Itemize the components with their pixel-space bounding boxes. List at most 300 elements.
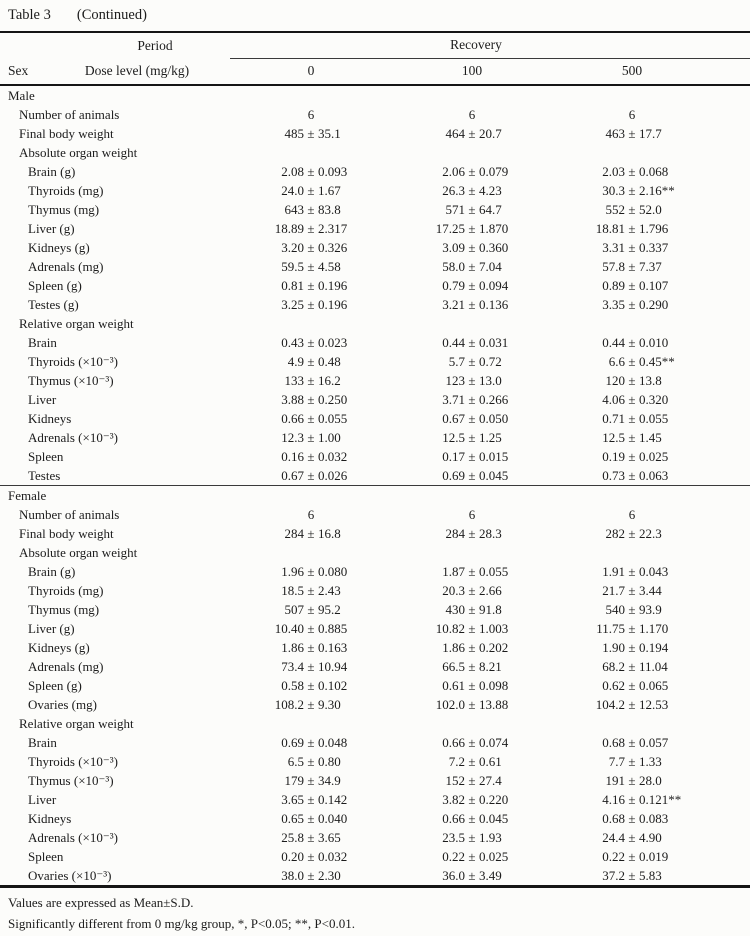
sd-value: 0.72 (479, 354, 502, 369)
plus-minus: ± (307, 830, 315, 845)
value-cell (552, 162, 750, 181)
value-cell (230, 752, 392, 771)
sd-value: 1.93 (479, 830, 502, 845)
mean-value: 6.6 (608, 354, 625, 369)
plus-minus: ± (628, 697, 636, 712)
sd-value: 0.074 (479, 735, 509, 750)
row-label: Liver (g) (28, 621, 75, 636)
plus-minus: ± (628, 430, 636, 445)
value-cell (230, 524, 392, 543)
section-label: Female (0, 486, 750, 506)
row-label: Spleen (28, 449, 64, 464)
plus-minus: ± (628, 278, 636, 293)
sd-value: 0.163 (318, 640, 348, 655)
value-cell (552, 600, 750, 619)
plus-minus: ± (628, 297, 636, 312)
plus-minus: ± (628, 735, 636, 750)
period-header: Period (137, 37, 173, 53)
plus-minus: ± (628, 259, 636, 274)
plus-minus: ± (307, 354, 315, 369)
plus-minus: ± (628, 564, 636, 579)
value-cell (392, 790, 552, 809)
plus-minus: ± (628, 678, 636, 693)
mean-value: 485 (284, 126, 304, 141)
row-label: Spleen (28, 849, 64, 864)
value-cell (392, 866, 552, 887)
table-row (0, 809, 750, 828)
mean-value: 102.0 (435, 697, 465, 712)
mean-value: 0.44 (602, 335, 625, 350)
row-label: Number of animals (19, 507, 120, 522)
sd-value: 1.170 (639, 621, 669, 636)
plus-minus: ± (307, 430, 315, 445)
sd-value: 1.67 (318, 183, 341, 198)
table-row (0, 295, 750, 314)
plus-minus: ± (628, 335, 636, 350)
table-row (0, 447, 750, 466)
value-cell (392, 181, 552, 200)
mean-value: 10.40 (274, 621, 304, 636)
mean-value: 123 (445, 373, 465, 388)
plus-minus: ± (307, 297, 315, 312)
plus-minus: ± (628, 526, 636, 541)
value-cell (552, 466, 750, 486)
value-cell (552, 238, 750, 257)
value-cell (392, 162, 552, 181)
row-label: Kidneys (28, 811, 72, 826)
mean-value: 3.21 (442, 297, 465, 312)
dose-level-header-label: Dose level (mg/kg) (84, 63, 190, 78)
plus-minus: ± (307, 449, 315, 464)
value-cell (392, 752, 552, 771)
mean-value: 1.87 (442, 564, 465, 579)
mean-value: 12.5 (442, 430, 465, 445)
sd-value: 9.30 (318, 697, 341, 712)
sd-value: 1.796 (639, 221, 669, 236)
plus-minus: ± (468, 583, 476, 598)
plus-minus: ± (468, 468, 476, 483)
mean-value: 57.8 (602, 259, 625, 274)
sd-value: 0.136 (479, 297, 509, 312)
mean-value: 18.81 (595, 221, 625, 236)
sd-value: 2.16** (639, 183, 675, 198)
sd-value: 0.121** (639, 792, 682, 807)
sd-value: 0.098 (479, 678, 509, 693)
sd-value: 0.220 (479, 792, 509, 807)
value-cell (392, 638, 552, 657)
mean-value: 3.31 (602, 240, 625, 255)
plus-minus: ± (307, 811, 315, 826)
plus-minus: ± (468, 640, 476, 655)
value-cell (230, 390, 392, 409)
value-cell (230, 428, 392, 447)
value-cell (552, 638, 750, 657)
mean-value: 464 (445, 126, 465, 141)
plus-minus: ± (307, 392, 315, 407)
plus-minus: ± (628, 392, 636, 407)
table-row (0, 828, 750, 847)
value-cell (230, 162, 392, 181)
table-row (0, 314, 750, 333)
sd-value: 1.33 (639, 754, 662, 769)
table-row (0, 581, 750, 600)
value-cell (392, 219, 552, 238)
mean-value: 5.7 (448, 354, 465, 369)
row-label: Liver (28, 392, 57, 407)
sd-value: 28.0 (639, 773, 662, 788)
mean-value: 0.66 (281, 411, 304, 426)
plus-minus: ± (628, 221, 636, 236)
mean-value: 21.7 (602, 583, 625, 598)
mean-value: 104.2 (595, 697, 625, 712)
header-row-period (0, 32, 750, 58)
plus-minus: ± (307, 754, 315, 769)
table-row (0, 162, 750, 181)
plus-minus: ± (307, 849, 315, 864)
sd-value: 16.2 (318, 373, 341, 388)
mean-value: 0.69 (442, 468, 465, 483)
mean-value: 0.67 (442, 411, 465, 426)
value-cell (230, 600, 392, 619)
plus-minus: ± (628, 868, 636, 883)
plus-minus: ± (468, 792, 476, 807)
row-label: Thyroids (×10⁻³) (28, 354, 118, 369)
plus-minus: ± (628, 849, 636, 864)
table-row (0, 771, 750, 790)
plus-minus: ± (307, 678, 315, 693)
mean-value: 507 (284, 602, 304, 617)
plus-minus: ± (628, 468, 636, 483)
value-cell (230, 124, 392, 143)
single-value: 6 (307, 507, 315, 522)
plus-minus: ± (307, 792, 315, 807)
value-cell (392, 447, 552, 466)
plus-minus: ± (307, 278, 315, 293)
sd-value: 0.023 (318, 335, 348, 350)
sd-value: 5.83 (639, 868, 662, 883)
mean-value: 2.06 (442, 164, 465, 179)
table-row (0, 352, 750, 371)
sd-value: 3.65 (318, 830, 341, 845)
value-cell (552, 790, 750, 809)
value-cell (552, 181, 750, 200)
plus-minus: ± (307, 164, 315, 179)
sd-value: 34.9 (318, 773, 341, 788)
plus-minus: ± (468, 773, 476, 788)
table-row (0, 847, 750, 866)
row-label: Spleen (g) (28, 278, 82, 293)
row-label: Spleen (g) (28, 678, 82, 693)
footnotes (0, 888, 750, 934)
row-label: Liver (28, 792, 57, 807)
plus-minus: ± (468, 602, 476, 617)
sd-value: 0.107 (639, 278, 669, 293)
sd-value: 1.870 (479, 221, 509, 236)
plus-minus: ± (468, 278, 476, 293)
plus-minus: ± (307, 735, 315, 750)
value-cell (230, 505, 392, 524)
plus-minus: ± (628, 621, 636, 636)
row-label: Final body weight (19, 526, 114, 541)
value-cell (552, 828, 750, 847)
row-label: Final body weight (19, 126, 114, 141)
row-label: Adrenals (×10⁻³) (28, 830, 118, 845)
plus-minus: ± (468, 678, 476, 693)
mean-value: 0.44 (442, 335, 465, 350)
mean-value: 0.69 (281, 735, 304, 750)
value-cell (552, 428, 750, 447)
row-label: Thymus (×10⁻³) (28, 373, 114, 388)
row-label: Thyroids (mg) (28, 183, 104, 198)
value-cell (552, 352, 750, 371)
dose-column-0: 0 (230, 58, 392, 85)
mean-value: 18.89 (274, 221, 304, 236)
table-row (0, 466, 750, 486)
sd-value: 0.885 (318, 621, 348, 636)
table-row (0, 505, 750, 524)
sd-value: 0.320 (639, 392, 669, 407)
plus-minus: ± (628, 754, 636, 769)
value-cell (552, 200, 750, 219)
mean-value: 0.73 (602, 468, 625, 483)
value-cell (230, 771, 392, 790)
table-row (0, 676, 750, 695)
value-cell (552, 390, 750, 409)
sd-value: 0.45** (639, 354, 675, 369)
value-cell (230, 790, 392, 809)
table-row (0, 562, 750, 581)
mean-value: 4.16 (602, 792, 625, 807)
value-cell (230, 333, 392, 352)
plus-minus: ± (307, 221, 315, 236)
sd-value: 16.8 (318, 526, 341, 541)
sd-value: 0.196 (318, 297, 348, 312)
plus-minus: ± (307, 411, 315, 426)
value-cell (392, 466, 552, 486)
row-label: Ovaries (mg) (28, 697, 97, 712)
value-cell (552, 847, 750, 866)
mean-value: 120 (605, 373, 625, 388)
sd-value: 0.057 (639, 735, 669, 750)
plus-minus: ± (628, 164, 636, 179)
sex-dose-header (0, 58, 230, 85)
table-title (0, 0, 750, 31)
plus-minus: ± (307, 564, 315, 579)
mean-value: 24.0 (281, 183, 304, 198)
table-row (0, 333, 750, 352)
mean-value: 2.03 (602, 164, 625, 179)
row-label: Relative organ weight (19, 316, 134, 331)
row-label: Thymus (mg) (28, 202, 100, 217)
sd-value: 0.055 (318, 411, 348, 426)
mean-value: 1.86 (442, 640, 465, 655)
row-label: Adrenals (mg) (28, 259, 104, 274)
sd-value: 0.019 (639, 849, 669, 864)
mean-value: 59.5 (281, 259, 304, 274)
value-cell (392, 714, 552, 733)
mean-value: 24.4 (602, 830, 625, 845)
value-cell (552, 771, 750, 790)
row-label: Thymus (mg) (28, 602, 100, 617)
dose-column-500: 500 (552, 58, 750, 85)
sd-value: 2.66 (479, 583, 502, 598)
mean-value: 1.86 (281, 640, 304, 655)
plus-minus: ± (468, 221, 476, 236)
value-cell (552, 505, 750, 524)
sd-value: 7.37 (639, 259, 662, 274)
value-cell (230, 676, 392, 695)
value-cell (392, 828, 552, 847)
mean-value: 73.4 (281, 659, 304, 674)
mean-value: 0.79 (442, 278, 465, 293)
plus-minus: ± (628, 183, 636, 198)
mean-value: 552 (605, 202, 625, 217)
mean-value: 540 (605, 602, 625, 617)
sd-value: 0.093 (318, 164, 348, 179)
mean-value: 282 (605, 526, 625, 541)
sd-value: 0.266 (479, 392, 509, 407)
table-row (0, 619, 750, 638)
sd-value: 3.49 (479, 868, 502, 883)
section-label: Male (8, 88, 35, 103)
mean-value: 11.75 (596, 621, 625, 636)
mean-value: 1.90 (602, 640, 625, 655)
sd-value: 0.015 (479, 449, 509, 464)
mean-value: 4.06 (602, 392, 625, 407)
sd-value: 0.337 (639, 240, 669, 255)
row-label: Adrenals (mg) (28, 659, 104, 674)
value-cell (552, 333, 750, 352)
value-cell (392, 562, 552, 581)
value-cell (552, 105, 750, 124)
sd-value: 1.003 (479, 621, 509, 636)
sd-value: 27.4 (479, 773, 502, 788)
plus-minus: ± (468, 164, 476, 179)
sd-value: 2.30 (318, 868, 341, 883)
sd-value: 0.80 (318, 754, 341, 769)
section-row (0, 85, 750, 105)
row-label: Brain (g) (28, 564, 76, 579)
value-cell (230, 809, 392, 828)
sd-value: 0.079 (479, 164, 509, 179)
row-label: Thyroids (mg) (28, 583, 104, 598)
value-cell (230, 581, 392, 600)
sd-value: 0.025 (639, 449, 669, 464)
plus-minus: ± (468, 259, 476, 274)
plus-minus: ± (468, 354, 476, 369)
plus-minus: ± (468, 754, 476, 769)
sd-value: 0.048 (318, 735, 348, 750)
sd-value: 0.094 (479, 278, 509, 293)
mean-value: 0.66 (442, 811, 465, 826)
value-cell (230, 352, 392, 371)
row-label: Testes (g) (28, 297, 79, 312)
sd-value: 3.44 (639, 583, 662, 598)
sd-value: 0.050 (479, 411, 509, 426)
mean-value: 0.43 (281, 335, 304, 350)
mean-value: 0.71 (602, 411, 625, 426)
plus-minus: ± (628, 792, 636, 807)
value-cell (230, 847, 392, 866)
row-label: Brain (28, 335, 57, 350)
value-cell (552, 371, 750, 390)
value-cell (392, 809, 552, 828)
mean-value: 66.5 (442, 659, 465, 674)
single-value: 6 (468, 107, 476, 122)
dose-column-100: 100 (392, 58, 552, 85)
value-cell (392, 143, 552, 162)
table-row (0, 524, 750, 543)
plus-minus: ± (307, 697, 315, 712)
table-row (0, 105, 750, 124)
plus-minus: ± (628, 773, 636, 788)
mean-value: 1.96 (281, 564, 304, 579)
sd-value: 0.065 (639, 678, 669, 693)
row-label: Thyroids (×10⁻³) (28, 754, 118, 769)
sd-value: 83.8 (318, 202, 341, 217)
value-cell (392, 333, 552, 352)
table-row (0, 181, 750, 200)
table-row (0, 200, 750, 219)
plus-minus: ± (307, 468, 315, 483)
plus-minus: ± (468, 297, 476, 312)
footnote-significance: Significantly different from 0 mg/kg group, *, P<0.05; **, P<0.01. (8, 915, 355, 931)
mean-value: 20.3 (442, 583, 465, 598)
value-cell (392, 543, 552, 562)
row-label: Kidneys (g) (28, 640, 90, 655)
table-continued-label: (Continued) (76, 7, 147, 23)
plus-minus: ± (307, 526, 315, 541)
value-cell (392, 390, 552, 409)
table-row (0, 600, 750, 619)
value-cell (392, 295, 552, 314)
value-cell (392, 428, 552, 447)
plus-minus: ± (468, 659, 476, 674)
table-row (0, 752, 750, 771)
sd-value: 4.90 (639, 830, 662, 845)
table-row (0, 257, 750, 276)
sd-value: 8.21 (479, 659, 502, 674)
sd-value: 17.7 (639, 126, 662, 141)
mean-value: 3.71 (442, 392, 465, 407)
value-cell (230, 219, 392, 238)
value-cell (230, 733, 392, 752)
table-row (0, 238, 750, 257)
mean-value: 0.19 (602, 449, 625, 464)
mean-value: 463 (605, 126, 625, 141)
sd-value: 0.032 (318, 449, 348, 464)
row-label: Testes (28, 468, 61, 483)
table-row (0, 428, 750, 447)
mean-value: 0.58 (281, 678, 304, 693)
sd-value: 13.0 (479, 373, 502, 388)
mean-value: 0.68 (602, 735, 625, 750)
mean-value: 4.9 (287, 354, 304, 369)
mean-value: 643 (284, 202, 304, 217)
mean-value: 133 (284, 373, 304, 388)
plus-minus: ± (628, 202, 636, 217)
sd-value: 0.055 (639, 411, 669, 426)
plus-minus: ± (468, 621, 476, 636)
mean-value: 0.17 (442, 449, 465, 464)
value-cell (552, 124, 750, 143)
plus-minus: ± (468, 411, 476, 426)
plus-minus: ± (468, 526, 476, 541)
plus-minus: ± (628, 240, 636, 255)
value-cell (552, 866, 750, 887)
table-row (0, 409, 750, 428)
row-label: Relative organ weight (19, 716, 134, 731)
